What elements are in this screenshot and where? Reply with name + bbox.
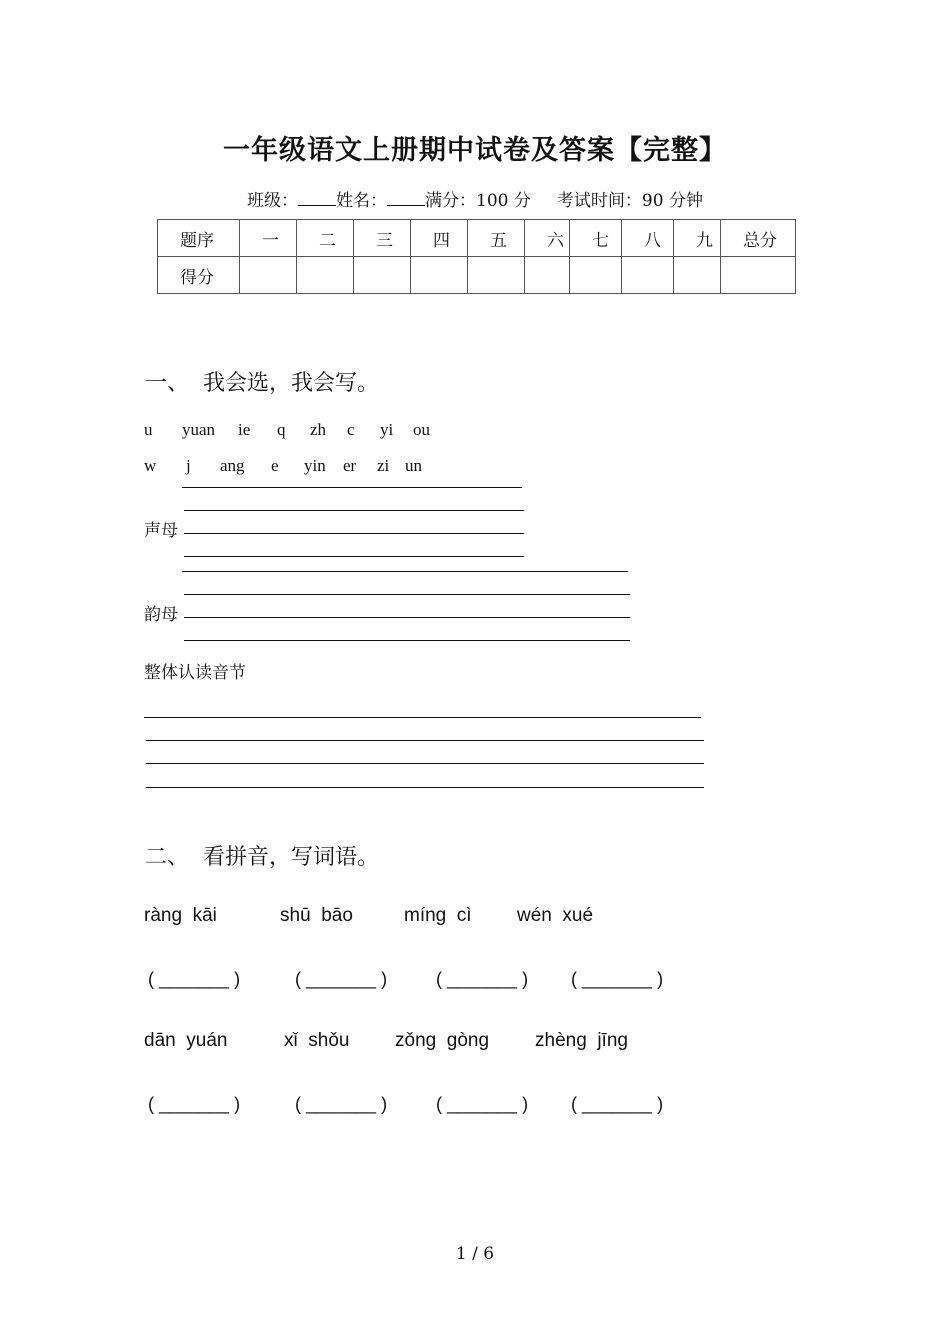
section2-heading: 二、 看拼音，写词语。 bbox=[145, 845, 379, 870]
score-cell[interactable] bbox=[721, 257, 796, 294]
table-cell: 六 bbox=[525, 220, 570, 257]
table-cell: 七 bbox=[570, 220, 622, 257]
answer-line[interactable] bbox=[182, 571, 628, 572]
exam-info bbox=[0, 186, 950, 211]
full-score: 满分：100 分 bbox=[425, 191, 531, 211]
pinyin-item: er bbox=[343, 456, 357, 475]
answer-line[interactable] bbox=[182, 487, 522, 488]
pinyin-item: zh bbox=[310, 420, 327, 439]
answer-box[interactable]: ( _______ ) bbox=[436, 969, 529, 989]
pinyin-word: ràng kāi bbox=[144, 905, 217, 926]
score-cell[interactable] bbox=[525, 257, 570, 294]
answer-line[interactable] bbox=[184, 533, 524, 534]
answer-box[interactable]: ( _______ ) bbox=[148, 1094, 241, 1114]
pinyin-word: xǐ shǒu bbox=[284, 1030, 350, 1051]
answer-line[interactable] bbox=[146, 787, 704, 788]
pinyin-item: ang bbox=[220, 456, 245, 475]
pinyin-word: míng cì bbox=[404, 905, 472, 926]
answer-line[interactable] bbox=[184, 640, 630, 641]
answer-box[interactable]: ( _______ ) bbox=[148, 969, 241, 989]
score-cell[interactable] bbox=[674, 257, 721, 294]
score-table bbox=[157, 219, 796, 294]
score-cell[interactable] bbox=[297, 257, 354, 294]
score-cell[interactable] bbox=[354, 257, 411, 294]
label-yunmu: 韵母 bbox=[144, 605, 178, 625]
answer-box[interactable]: ( _______ ) bbox=[436, 1094, 529, 1114]
class-label: 班级： bbox=[247, 191, 299, 211]
table-cell: 五 bbox=[468, 220, 525, 257]
score-table-header-row bbox=[158, 220, 796, 257]
pinyin-item: yi bbox=[380, 420, 394, 439]
pinyin-item: zi bbox=[377, 456, 390, 475]
pinyin-word: shū bāo bbox=[280, 905, 353, 926]
answer-line[interactable] bbox=[144, 717, 701, 718]
score-cell[interactable] bbox=[240, 257, 297, 294]
pinyin-item: ou bbox=[413, 420, 430, 439]
score-cell[interactable] bbox=[622, 257, 674, 294]
score-cell[interactable] bbox=[411, 257, 468, 294]
name-label: 姓名： bbox=[336, 191, 388, 211]
answer-line[interactable] bbox=[146, 763, 704, 764]
answer-box[interactable]: ( _______ ) bbox=[295, 1094, 388, 1114]
score-cell[interactable] bbox=[570, 257, 622, 294]
table-cell: 题序 bbox=[158, 220, 240, 257]
table-cell: 得分 bbox=[158, 257, 240, 294]
name-blank[interactable] bbox=[387, 191, 425, 206]
pinyin-item: e bbox=[271, 456, 279, 475]
pinyin-item: ie bbox=[238, 420, 251, 439]
answer-line[interactable] bbox=[184, 617, 630, 618]
answer-box[interactable]: ( _______ ) bbox=[571, 1094, 664, 1114]
pinyin-word: zhèng jīng bbox=[535, 1030, 628, 1051]
pinyin-word: zǒng gòng bbox=[395, 1030, 490, 1051]
label-zhengti: 整体认读音节 bbox=[144, 663, 246, 683]
class-blank[interactable] bbox=[298, 191, 336, 206]
section1-heading: 一、 我会选，我会写。 bbox=[145, 371, 379, 396]
table-cell: 三 bbox=[354, 220, 411, 257]
answer-box[interactable]: ( _______ ) bbox=[571, 969, 664, 989]
label-shengmu: 声母 bbox=[144, 521, 178, 541]
pinyin-word: wén xué bbox=[517, 905, 594, 926]
exam-time: 考试时间：90 分钟 bbox=[556, 191, 703, 211]
page-title: 一年级语文上册期中试卷及答案【完整】 bbox=[223, 135, 727, 166]
answer-box[interactable]: ( _______ ) bbox=[295, 969, 388, 989]
pinyin-item: q bbox=[277, 420, 286, 439]
table-cell: 一 bbox=[240, 220, 297, 257]
pinyin-item: w bbox=[144, 456, 157, 475]
pinyin-item: un bbox=[405, 456, 422, 475]
answer-line[interactable] bbox=[146, 740, 704, 741]
pinyin-item: u bbox=[144, 420, 153, 439]
table-cell: 二 bbox=[297, 220, 354, 257]
table-cell: 九 bbox=[674, 220, 721, 257]
pinyin-item: j bbox=[186, 456, 191, 475]
table-cell: 总分 bbox=[721, 220, 796, 257]
pinyin-item: yin bbox=[304, 456, 326, 475]
answer-line[interactable] bbox=[184, 556, 524, 557]
score-cell[interactable] bbox=[468, 257, 525, 294]
answer-line[interactable] bbox=[184, 594, 630, 595]
score-table-score-row bbox=[158, 257, 796, 294]
table-cell: 八 bbox=[622, 220, 674, 257]
page-number: 1 / 6 bbox=[455, 1244, 495, 1264]
answer-line[interactable] bbox=[184, 510, 524, 511]
pinyin-item: c bbox=[347, 420, 355, 439]
table-cell: 四 bbox=[411, 220, 468, 257]
pinyin-item: yuan bbox=[182, 420, 216, 439]
pinyin-word: dān yuán bbox=[144, 1030, 228, 1051]
